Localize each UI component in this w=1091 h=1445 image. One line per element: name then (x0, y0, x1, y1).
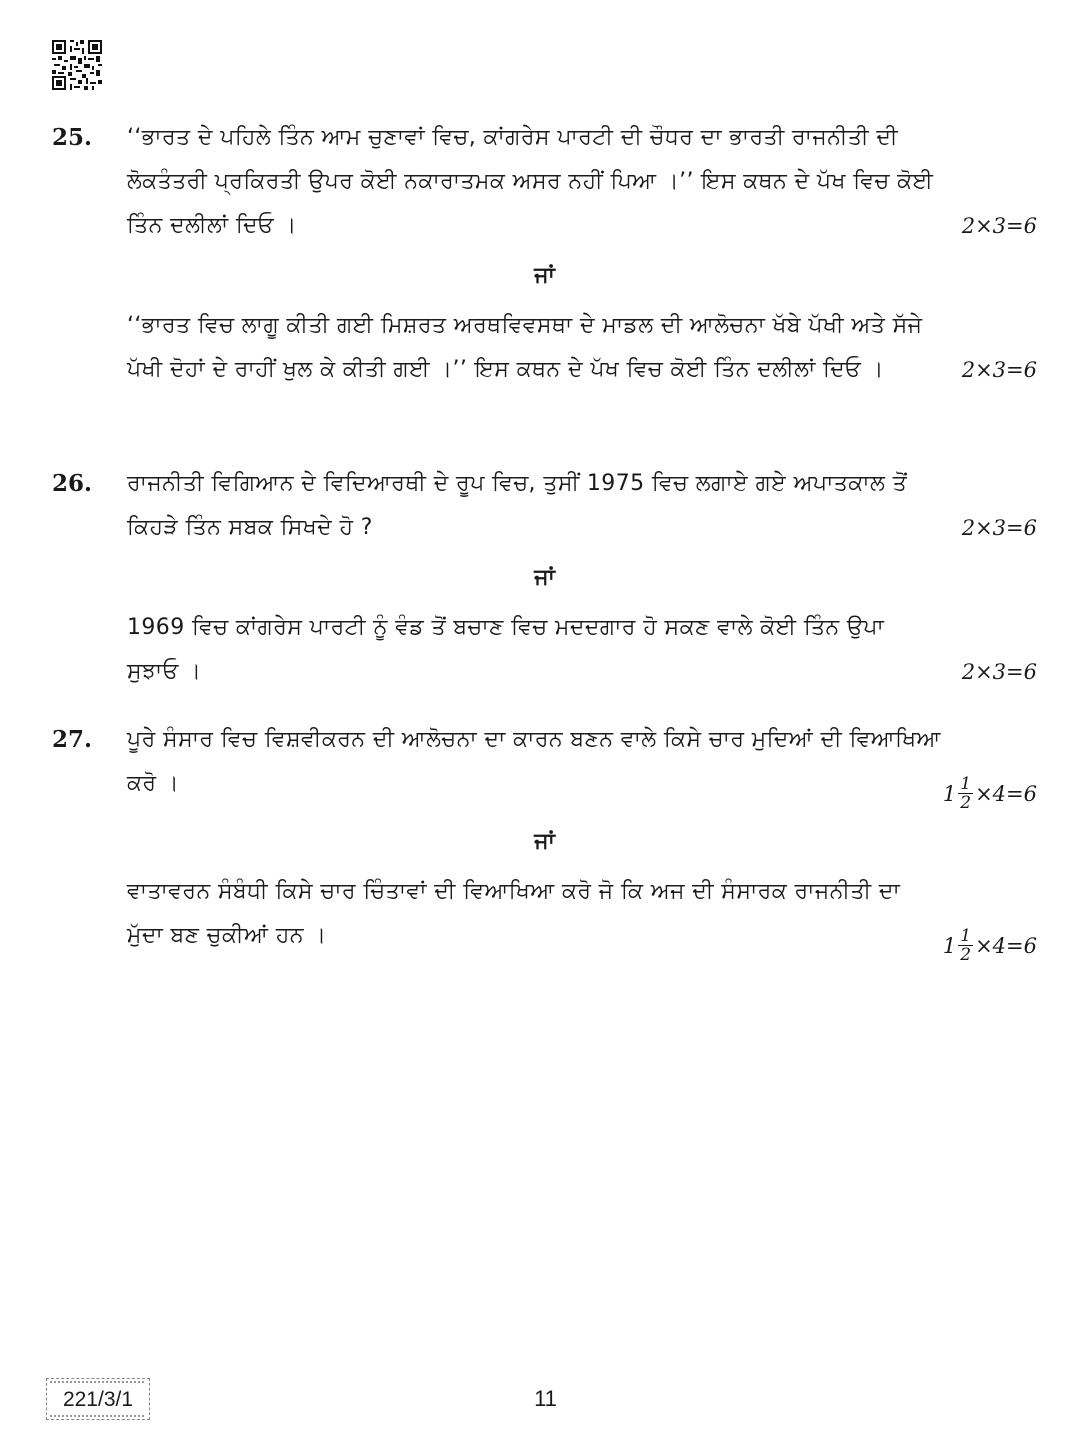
question-text: ‘‘ਭਾਰਤ ਦੇ ਪਹਿਲੇ ਤਿੰਨ ਆਮ ਚੁਣਾਵਾਂ ਵਿਚ, ਕਾਂਗਰੇਸ ਪਾਰਟੀ ਦੀ ਚੌਧਰ ਦਾ ਭਾਰਤੀ ਰਾਜਨੀਤੀ ਦੀ ਲੋਕਤੰਤਰੀ ਪ੍ਰਕਿਰਤੀ ਉਪਰ ਕੋਈ ਨਕਾਰਾਤਮਕ ਅਸਰ ਨਹੀਂ ਪਿਆ ।’’ ਇਸ ਕਥਨ ਦੇ ਪੱਖ ਵਿਚ ਕੋਈ ਤਿੰਨ ਦਲੀਲਾਂ ਦਿਓ । (127, 125, 934, 238)
fraction-denominator: 2 (960, 793, 972, 813)
or-separator: ਜਾਂ (534, 565, 555, 590)
alternative-question-text: ਵਾਤਾਵਰਨ ਸੰਬੰਧੀ ਕਿਸੇ ਚਾਰ ਚਿੰਤਾਵਾਂ ਦੀ ਵਿਆਖਿਆ ਕਰੋ ਜੋ ਕਿ ਅਜ ਦੀ ਸੰਸਾਰਕ ਰਾਜਨੀਤੀ ਦਾ ਮੁੱਦਾ ਬਣ ਚੁਕੀਆਂ ਹਨ । (127, 879, 901, 948)
alternative-question-text: ‘‘ਭਾਰਤ ਵਿਚ ਲਾਗੂ ਕੀਤੀ ਗਈ ਮਿਸ਼ਰਤ ਅਰਥਵਿਵਸਥਾ ਦੇ ਮਾਡਲ ਦੀ ਆਲੋਚਨਾ ਖੱਬੇ ਪੱਖੀ ਅਤੇ ਸੱਜੇ ਪੱਖੀ ਦੋਹਾਂ ਦੇ ਰਾਹੀਂ ਖੁਲ ਕੇ ਕੀਤੀ ਗਈ ।’’ ਇਸ ਕਥਨ ਦੇ ਪੱਖ ਵਿਚ ਕੋਈ ਤਿੰਨ ਦਲੀਲਾਂ ਦਿਓ । (127, 313, 923, 382)
marks (943, 775, 1037, 812)
or-separator: ਜਾਂ (534, 263, 555, 288)
question-text: ਰਾਜਨੀਤੀ ਵਿਗਿਆਨ ਦੇ ਵਿਦਿਆਰਥੀ ਦੇ ਰੂਪ ਵਿਚ, ਤੁਸੀਂ 1975 ਵਿਚ ਲਗਾਏ ਗਏ ਅਪਾਤਕਾਲ ਤੋਂ ਕਿਹੜੇ ਤਿੰਨ ਸਬਕ ਸਿਖਦੇ ਹੋ ? (127, 471, 908, 540)
question-26 (52, 462, 1037, 694)
question-text-block (127, 462, 1037, 550)
marks-whole: 1 (942, 781, 957, 806)
fraction-numerator: 1 (960, 774, 972, 794)
page-number: 11 (534, 1386, 557, 1411)
marks: 2×3=6 (961, 660, 1037, 684)
marks-whole: 1 (942, 933, 957, 958)
microprint-line (50, 1415, 146, 1417)
question-number: 27. (52, 726, 93, 753)
marks-fraction (958, 775, 973, 812)
marks-rest: ×4=6 (975, 781, 1037, 806)
microprint-line (50, 1381, 146, 1383)
marks-rest: ×4=6 (975, 933, 1037, 958)
fraction-denominator: 2 (960, 945, 972, 965)
question-number: 25. (52, 124, 93, 151)
paper-code: 221/3/1 (62, 1388, 134, 1411)
question-number: 26. (52, 470, 93, 497)
fraction-numerator: 1 (960, 926, 972, 946)
question-text-block (127, 718, 1037, 813)
question-27 (52, 718, 1037, 965)
question-25 (52, 116, 1037, 392)
alternative-question-text: 1969 ਵਿਚ ਕਾਂਗਰੇਸ ਪਾਰਟੀ ਨੂੰ ਵੰਡ ਤੋਂ ਬਚਾਣ ਵਿਚ ਮਦਦਗਾਰ ਹੋ ਸਕਣ ਵਾਲੇ ਕੋਈ ਤਿੰਨ ਉਪਾ ਸੁਝਾਓ । (127, 615, 885, 684)
question-text-block (127, 116, 1037, 248)
marks-fraction (958, 927, 973, 964)
or-separator: ਜਾਂ (534, 829, 555, 854)
marks: 2×3=6 (961, 358, 1037, 382)
marks: 2×3=6 (961, 516, 1037, 540)
alternative-question-block (127, 606, 1037, 694)
question-text: ਪੂਰੇ ਸੰਸਾਰ ਵਿਚ ਵਿਸ਼ਵੀਕਰਨ ਦੀ ਆਲੋਚਨਾ ਦਾ ਕਾਰਨ ਬਣਨ ਵਾਲੇ ਕਿਸੇ ਚਾਰ ਮੁਦਿਆਂ ਦੀ ਵਿਆਖਿਆ ਕਰੋ । (127, 727, 941, 796)
marks: 2×3=6 (961, 214, 1037, 238)
qr-code (52, 40, 102, 90)
alternative-question-block (127, 870, 1037, 965)
marks (943, 927, 1037, 964)
alternative-question-block (127, 304, 1037, 392)
